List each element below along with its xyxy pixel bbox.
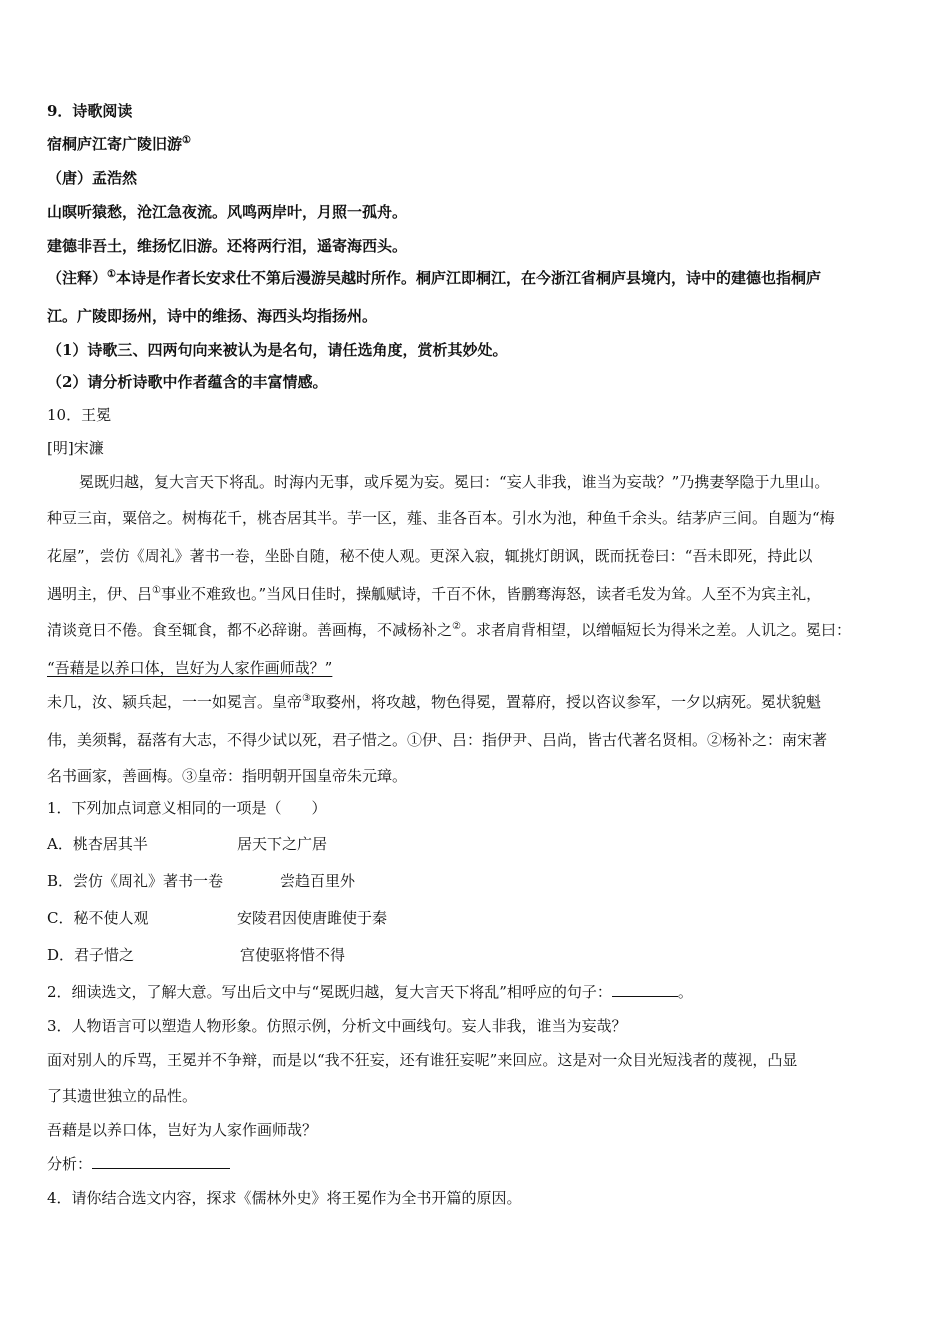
- poem-note-text-1: 本诗是作者长安求仕不第后漫游吴越时所作。桐庐江即桐江，在今浙江省桐庐县境内，诗中的建德也指桐庐: [115, 269, 821, 287]
- example-line-1: 面对别人的斥骂，王冕并不争辩，而是以“我不狂妄，还有谁狂妄呢”来回应。这是对一众目光短浅者的蔑视，凸显: [47, 1051, 798, 1069]
- passage-line-5: [47, 620, 851, 640]
- answer-blank-analysis[interactable]: [92, 1154, 230, 1169]
- option-b-right: 尝趋百里外: [280, 872, 356, 890]
- option-d-right: 宫使驱将惜不得: [240, 946, 346, 964]
- poem-line-1: 山暝听猿愁，沧江急夜流。风鸣两岸叶，月照一孤舟。: [47, 203, 408, 221]
- passage-line-7: [47, 692, 821, 712]
- option-a-label: A．桃杏居其半: [47, 835, 148, 853]
- analysis-label: 分析：: [47, 1155, 93, 1173]
- q10-heading: 10．王冕: [47, 406, 112, 424]
- example-line-2: 了其遗世独立的品性。: [47, 1087, 198, 1105]
- passage-line-8: 伟，美须髯，磊落有大志，不得少试以死，君子惜之。①伊、吕：指伊尹、吕尚，皆古代著名贤相。②杨补之：南宋著: [47, 731, 828, 749]
- q9-sub-question-2: （2）请分析诗歌中作者蕴含的丰富情感。: [47, 373, 328, 391]
- passage-line-9: 名书画家，善画梅。③皇帝：指明朝开国皇帝朱元璋。: [47, 767, 408, 785]
- option-a-right: 居天下之广居: [237, 835, 328, 853]
- passage-line-3: 花屋”，尝仿《周礼》著书一卷，坐卧自随，秘不使人观。更深入寂，辄挑灯朗讽，既而抚卷曰：“吾未即死，持此以: [47, 547, 813, 565]
- passage-line-7-b: 取婺州，将攻越，物色得冕，置幕府，授以咨议参军，一夕以病死。冕状貌魁: [310, 693, 821, 711]
- q9-sub-question-1: （1）诗歌三、四两句向来被认为是名句，请任选角度，赏析其妙处。: [47, 341, 508, 359]
- poem-title-text: 宿桐庐江寄广陵旧游: [47, 135, 183, 153]
- passage-line-4-a: 遇明主，伊、吕: [47, 585, 153, 603]
- poem-title-note-mark: ①: [182, 135, 191, 146]
- option-a: [47, 834, 327, 854]
- q9-heading: 9．诗歌阅读: [47, 102, 133, 120]
- poem-note-line-2: 江。广陵即扬州，诗中的维扬、海西头均指扬州。: [47, 307, 378, 325]
- passage-line-5-b: 。求者肩背相望，以缯幅短长为得米之差。人讥之。冕曰：: [460, 621, 851, 639]
- passage-line-2: 种豆三亩，粟倍之。树梅花千，桃杏居其半。芋一区，薤、韭各百本。引水为池，种鱼千余头。结茅庐三间。自题为“梅: [47, 509, 835, 527]
- passage-line-7-a: 未几，汝、颍兵起，一一如冕言。皇帝: [47, 693, 303, 711]
- poem-author: （唐）孟浩然: [47, 169, 138, 187]
- option-d: [47, 945, 345, 965]
- underlined-sentence: “吾藉是以养口体，岂好为人家作画师哉？”: [47, 659, 333, 677]
- option-c-label: C．秘不使人观: [47, 909, 149, 927]
- passage-line-4: [47, 584, 821, 604]
- option-c: [47, 908, 387, 928]
- passage-line-4-b: 事业不难致也。”当风日佳时，操觚赋诗，千百不休，皆鹏骞海怒，读者毛发为耸。人至不为宾主礼，: [160, 585, 822, 603]
- option-b-label: B．尝仿《周礼》著书一卷: [47, 872, 224, 890]
- question-3: 3．人物语言可以塑造人物形象。仿照示例，分析文中画线句。妄人非我，谁当为妄哉？: [47, 1017, 627, 1035]
- footnote-mark-3: ③: [302, 693, 311, 704]
- poem-note-line-1: [47, 268, 821, 288]
- question-1: 1．下列加点词意义相同的一项是（ ）: [47, 799, 327, 817]
- footnote-mark-2: ②: [452, 621, 461, 632]
- poem-note-prefix: （注释）: [47, 269, 108, 287]
- question-2: [47, 982, 693, 1002]
- target-sentence: 吾藉是以养口体，岂好为人家作画师哉？: [47, 1121, 318, 1139]
- option-b: [47, 871, 355, 891]
- poem-note-mark: ①: [107, 269, 116, 280]
- question-4: 4．请你结合选文内容，探求《儒林外史》将王冕作为全书开篇的原因。: [47, 1189, 522, 1207]
- question-2-text: 2．细读选文，了解大意。写出后文中与“冕既归越，复大言天下将乱”相呼应的句子：: [47, 983, 612, 1001]
- poem-title: [47, 134, 191, 154]
- poem-line-2: 建德非吾土，维扬忆旧游。还将两行泪，遥寄海西头。: [47, 237, 408, 255]
- question-2-end: 。: [677, 983, 693, 1001]
- q10-author: [明]宋濂: [47, 439, 104, 457]
- option-d-label: D．君子惜之: [47, 946, 135, 964]
- passage-line-1: 冕既归越，复大言天下将乱。时海内无事，或斥冕为妄。冕曰：“妄人非我，谁当为妄哉？”乃携妻孥隐于九里山。: [79, 473, 830, 491]
- footnote-mark-1: ①: [152, 585, 161, 596]
- option-c-right: 安陵君因使唐雎使于秦: [237, 909, 388, 927]
- passage-line-5-a: 清谈竟日不倦。食至辄食，都不必辞谢。善画梅，不减杨补之: [47, 621, 453, 639]
- analysis-line: [47, 1154, 230, 1174]
- answer-blank-q2[interactable]: [612, 982, 678, 997]
